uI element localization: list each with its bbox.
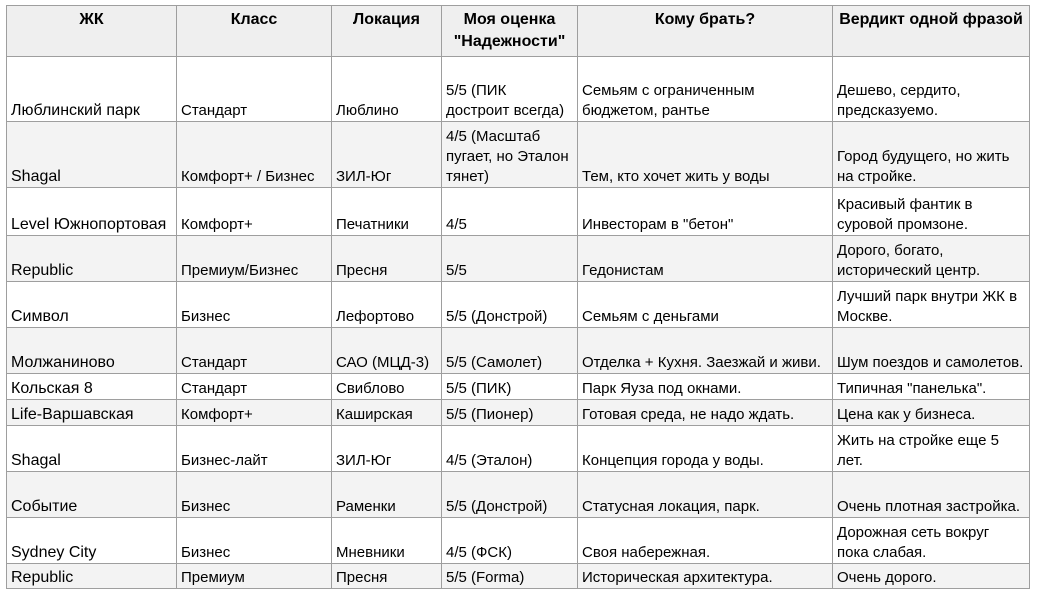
table-row (7, 122, 1030, 188)
cell-target[interactable]: Готовая среда, не надо ждать. (578, 400, 833, 426)
cell-reliability[interactable]: 5/5 (ПИК достроит всегда) (442, 57, 578, 122)
cell-verdict[interactable]: Типичная "панелька". (833, 374, 1030, 400)
cell-name[interactable]: Событие (7, 472, 177, 518)
cell-class[interactable]: Бизнес-лайт (177, 426, 332, 472)
cell-class[interactable]: Стандарт (177, 328, 332, 374)
cell-class[interactable]: Бизнес (177, 518, 332, 564)
cell-verdict[interactable]: Лучший парк внутри ЖК в Москве. (833, 282, 1030, 328)
cell-name[interactable]: Sydney City (7, 518, 177, 564)
cell-target[interactable]: Инвесторам в "бетон" (578, 188, 833, 236)
cell-reliability[interactable]: 4/5 (442, 188, 578, 236)
cell-target[interactable]: Семьям с деньгами (578, 282, 833, 328)
comparison-table (6, 5, 1030, 589)
cell-verdict[interactable]: Красивый фантик в суровой промзоне. (833, 188, 1030, 236)
cell-location[interactable]: САО (МЦД-3) (332, 328, 442, 374)
header-cell-reliability[interactable]: Моя оценка "Надежности" (442, 6, 578, 57)
cell-verdict[interactable]: Очень дорого. (833, 564, 1030, 589)
cell-name[interactable]: Republic (7, 564, 177, 589)
cell-target[interactable]: Историческая архитектура. (578, 564, 833, 589)
table-row (7, 236, 1030, 282)
cell-class[interactable]: Комфорт+ (177, 400, 332, 426)
cell-target[interactable]: Гедонистам (578, 236, 833, 282)
table-row (7, 426, 1030, 472)
cell-name[interactable]: Кольская 8 (7, 374, 177, 400)
cell-reliability[interactable]: 5/5 (Forma) (442, 564, 578, 589)
table-row (7, 328, 1030, 374)
cell-location[interactable]: Люблино (332, 57, 442, 122)
table-row (7, 374, 1030, 400)
cell-location[interactable]: ЗИЛ-Юг (332, 122, 442, 188)
cell-class[interactable]: Комфорт+ / Бизнес (177, 122, 332, 188)
cell-reliability[interactable]: 5/5 (Донстрой) (442, 282, 578, 328)
cell-verdict[interactable]: Цена как у бизнеса. (833, 400, 1030, 426)
table-row (7, 400, 1030, 426)
cell-verdict[interactable]: Жить на стройке еще 5 лет. (833, 426, 1030, 472)
cell-target[interactable]: Своя набережная. (578, 518, 833, 564)
header-row (7, 6, 1030, 57)
cell-class[interactable]: Стандарт (177, 57, 332, 122)
cell-target[interactable]: Концепция города у воды. (578, 426, 833, 472)
cell-verdict[interactable]: Дорого, богато, исторический центр. (833, 236, 1030, 282)
table-row (7, 564, 1030, 589)
cell-verdict[interactable]: Шум поездов и самолетов. (833, 328, 1030, 374)
cell-location[interactable]: ЗИЛ-Юг (332, 426, 442, 472)
cell-verdict[interactable]: Дорожная сеть вокруг пока слабая. (833, 518, 1030, 564)
cell-verdict[interactable]: Город будущего, но жить на стройке. (833, 122, 1030, 188)
cell-name[interactable]: Shagal (7, 122, 177, 188)
cell-reliability[interactable]: 5/5 (ПИК) (442, 374, 578, 400)
cell-reliability[interactable]: 5/5 (442, 236, 578, 282)
cell-name[interactable]: Люблинский парк (7, 57, 177, 122)
cell-target[interactable]: Парк Яуза под окнами. (578, 374, 833, 400)
cell-reliability[interactable]: 4/5 (Эталон) (442, 426, 578, 472)
cell-location[interactable]: Пресня (332, 236, 442, 282)
header-cell-zhk[interactable]: ЖК (7, 6, 177, 57)
table-row (7, 57, 1030, 122)
cell-name[interactable]: Republic (7, 236, 177, 282)
table-row (7, 472, 1030, 518)
table-row (7, 188, 1030, 236)
table-row (7, 518, 1030, 564)
cell-target[interactable]: Тем, кто хочет жить у воды (578, 122, 833, 188)
cell-name[interactable]: Shagal (7, 426, 177, 472)
cell-verdict[interactable]: Очень плотная застройка. (833, 472, 1030, 518)
header-cell-class[interactable]: Класс (177, 6, 332, 57)
cell-location[interactable]: Мневники (332, 518, 442, 564)
cell-location[interactable]: Свиблово (332, 374, 442, 400)
cell-name[interactable]: Молжаниново (7, 328, 177, 374)
cell-location[interactable]: Раменки (332, 472, 442, 518)
cell-location[interactable]: Печатники (332, 188, 442, 236)
cell-class[interactable]: Премиум (177, 564, 332, 589)
cell-class[interactable]: Премиум/Бизнес (177, 236, 332, 282)
cell-target[interactable]: Семьям с ограниченным бюджетом, рантье (578, 57, 833, 122)
header-cell-target[interactable]: Кому брать? (578, 6, 833, 57)
header-cell-verdict[interactable]: Вердикт одной фразой (833, 6, 1030, 57)
cell-name[interactable]: Символ (7, 282, 177, 328)
cell-location[interactable]: Лефортово (332, 282, 442, 328)
cell-reliability[interactable]: 4/5 (Масштаб пугает, но Эталон тянет) (442, 122, 578, 188)
table-row (7, 282, 1030, 328)
cell-target[interactable]: Статусная локация, парк. (578, 472, 833, 518)
cell-name[interactable]: Life-Варшавская (7, 400, 177, 426)
cell-class[interactable]: Комфорт+ (177, 188, 332, 236)
cell-location[interactable]: Каширская (332, 400, 442, 426)
cell-reliability[interactable]: 5/5 (Донстрой) (442, 472, 578, 518)
cell-class[interactable]: Бизнес (177, 472, 332, 518)
cell-reliability[interactable]: 5/5 (Самолет) (442, 328, 578, 374)
cell-name[interactable]: Level Южнопортовая (7, 188, 177, 236)
cell-reliability[interactable]: 5/5 (Пионер) (442, 400, 578, 426)
cell-class[interactable]: Стандарт (177, 374, 332, 400)
header-cell-location[interactable]: Локация (332, 6, 442, 57)
right-margin (1032, 0, 1045, 598)
cell-class[interactable]: Бизнес (177, 282, 332, 328)
cell-target[interactable]: Отделка + Кухня. Заезжай и живи. (578, 328, 833, 374)
cell-verdict[interactable]: Дешево, сердито, предсказуемо. (833, 57, 1030, 122)
cell-reliability[interactable]: 4/5 (ФСК) (442, 518, 578, 564)
cell-location[interactable]: Пресня (332, 564, 442, 589)
